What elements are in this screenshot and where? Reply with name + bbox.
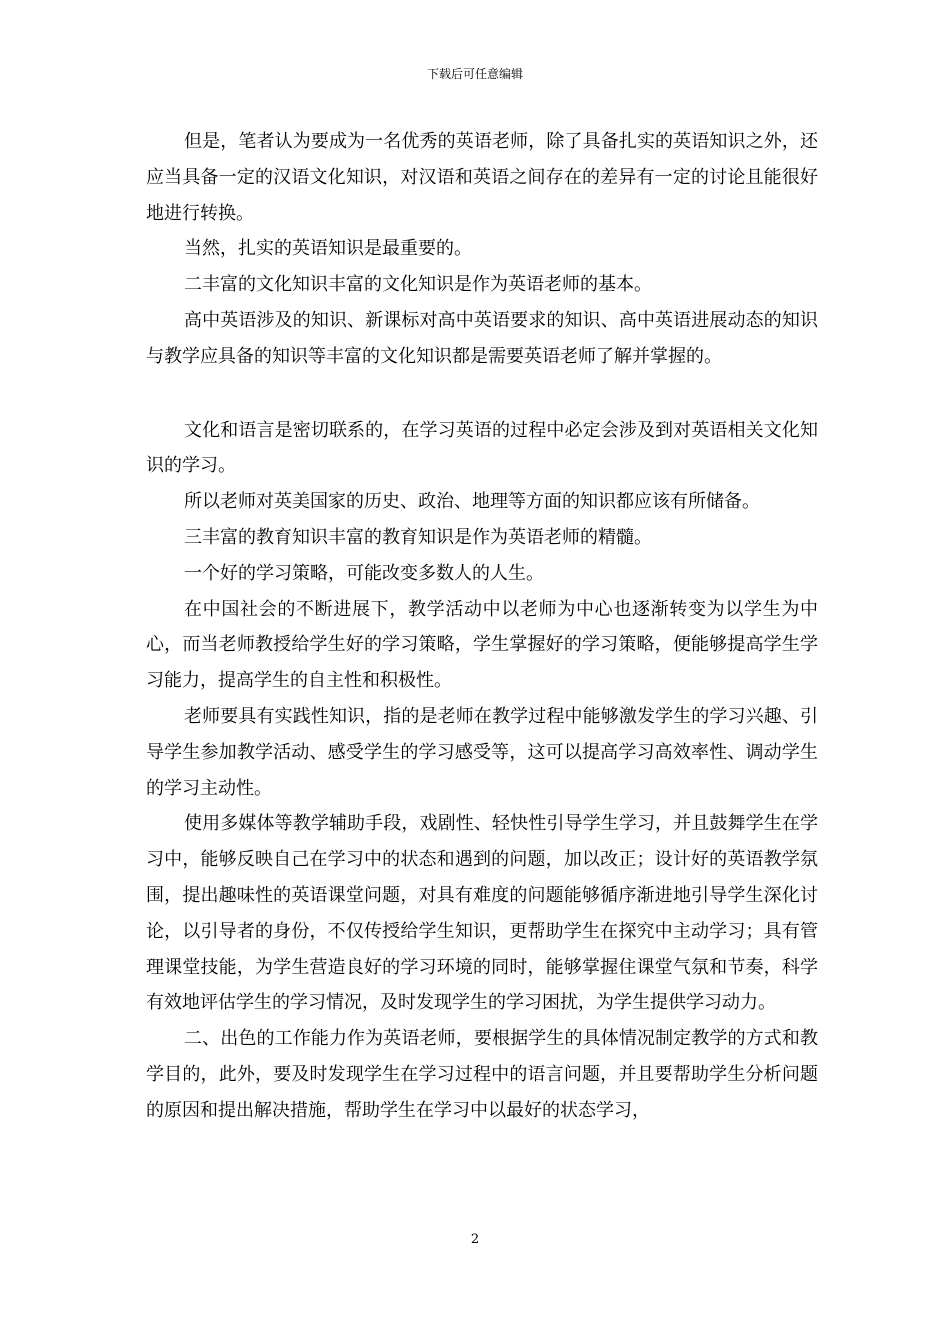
paragraph: 所以老师对英美国家的历史、政治、地理等方面的知识都应该有所储备。 <box>184 491 760 513</box>
paragraph: 三丰富的教育知识丰富的教育知识是作为英语老师的精髓。 <box>184 526 652 548</box>
paragraph-gap <box>146 375 818 413</box>
paragraph: 老师要具有实践性知识，指的是老师在教学过程中能够激发学生的学习兴趣、引导学生参加教学活动、感受学生的学习感受等，这可以提高学习高效率性、调动学生的学习主动性。 <box>146 705 818 799</box>
paragraph: 二丰富的文化知识丰富的文化知识是作为英语老师的基本。 <box>184 274 652 296</box>
paragraph: 二、出色的工作能力作为英语老师，要根据学生的具体情况制定教学的方式和教学目的，此外，要及时发现学生在学习过程中的语言问题，并且要帮助学生分析问题的原因和提出解决措施，帮助学生在学习中以最好的状态学习， <box>146 1028 818 1121</box>
paragraph: 高中英语涉及的知识、新课标对高中英语要求的知识、高中英语进展动态的知识与教学应具备的知识等丰富的文化知识都是需要英语老师了解并掌握的。 <box>146 309 818 367</box>
document-body <box>146 124 818 1129</box>
page-header: 下载后可任意编辑 <box>426 67 523 81</box>
paragraph: 但是，笔者认为要成为一名优秀的英语老师，除了具备扎实的英语知识之外，还应当具备一定的汉语文化知识，对汉语和英语之间存在的差异有一定的讨论且能很好地进行转换。 <box>146 131 818 224</box>
paragraph: 在中国社会的不断进展下，教学活动中以老师为中心也逐渐转变为以学生为中心，而当老师教授给学生好的学习策略，学生掌握好的学习策略，便能够提高学生学习能力，提高学生的自主性和积极性。 <box>146 598 818 692</box>
paragraph: 文化和语言是密切联系的，在学习英语的过程中必定会涉及到对英语相关文化知识的学习。 <box>146 419 818 477</box>
paragraph: 使用多媒体等教学辅助手段，戏剧性、轻快性引导学生学习，并且鼓舞学生在学习中，能够反映自己在学习中的状态和遇到的问题，加以改正；设计好的英语教学氛围，提出趣味性的英语课堂问题，对具有难度的问题能够循序渐进地引导学生深化讨论，以引导者的身份，不仅传授给学生知识，更帮助学生在探究中主动学习；具有管理课堂技能，为学生营造良好的学习环境的同时，能够掌握住课堂气氛和节奏，科学有效地评估学生的学习情况，及时发现学生的学习困扰，为学生提供学习动力。 <box>146 813 818 1014</box>
paragraph: 当然，扎实的英语知识是最重要的。 <box>184 238 472 260</box>
page-number: 2 <box>470 1232 480 1247</box>
paragraph: 一个好的学习策略，可能改变多数人的人生。 <box>184 562 544 584</box>
